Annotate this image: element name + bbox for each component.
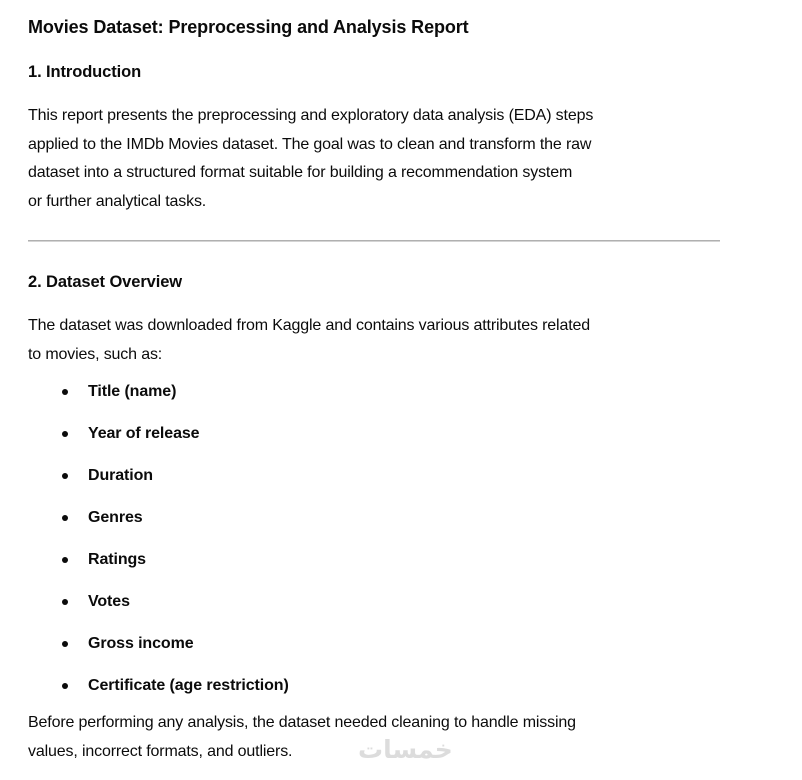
bullet-icon — [62, 431, 68, 437]
list-item-label: Title (name) — [88, 383, 177, 400]
list-item — [28, 420, 720, 448]
list-item-label: Duration — [88, 467, 153, 484]
section-heading-introduction: 1. Introduction — [28, 63, 142, 81]
introduction-paragraph — [28, 102, 720, 216]
bullet-icon — [62, 515, 68, 521]
list-item-label: Gross income — [88, 635, 194, 652]
list-item — [28, 378, 720, 406]
bullet-icon — [62, 683, 68, 689]
paragraph-line: dataset into a structured format suitable for building a recommendation system — [28, 164, 573, 181]
paragraph-line: applied to the IMDb Movies dataset. The goal was to clean and transform the raw — [28, 135, 592, 153]
list-item — [28, 462, 720, 490]
list-item-label: Year of release — [88, 425, 200, 442]
list-item-label: Certificate (age restriction) — [88, 677, 289, 694]
paragraph-line: to movies, such as: — [28, 345, 163, 363]
document-title: Movies Dataset: Preprocessing and Analysis Report — [28, 17, 469, 37]
list-item-label: Votes — [88, 593, 130, 610]
list-item — [28, 504, 720, 532]
bullet-icon — [62, 389, 68, 395]
paragraph-line: Before performing any analysis, the dataset needed cleaning to handle missing — [28, 714, 576, 731]
list-item — [28, 588, 720, 616]
overview-lead-paragraph — [28, 312, 720, 369]
bullet-icon — [62, 641, 68, 647]
bullet-icon — [62, 473, 68, 479]
list-item-label: Genres — [88, 509, 143, 526]
list-item — [28, 672, 720, 700]
section-heading-dataset-overview: 2. Dataset Overview — [28, 273, 183, 291]
paragraph-line: or further analytical tasks. — [28, 192, 207, 210]
bullet-icon — [62, 557, 68, 563]
bullet-icon — [62, 599, 68, 605]
dataset-attributes-list — [28, 378, 720, 700]
list-item — [28, 546, 720, 574]
list-item — [28, 630, 720, 658]
khamsat-watermark: خمسات — [358, 735, 453, 764]
paragraph-line: The dataset was downloaded from Kaggle and contains various attributes related — [28, 317, 590, 334]
paragraph-line: This report presents the preprocessing and exploratory data analysis (EDA) steps — [28, 107, 594, 124]
list-item-label: Ratings — [88, 551, 146, 568]
section-divider — [28, 240, 720, 242]
paragraph-line: values, incorrect formats, and outliers. — [28, 742, 293, 760]
